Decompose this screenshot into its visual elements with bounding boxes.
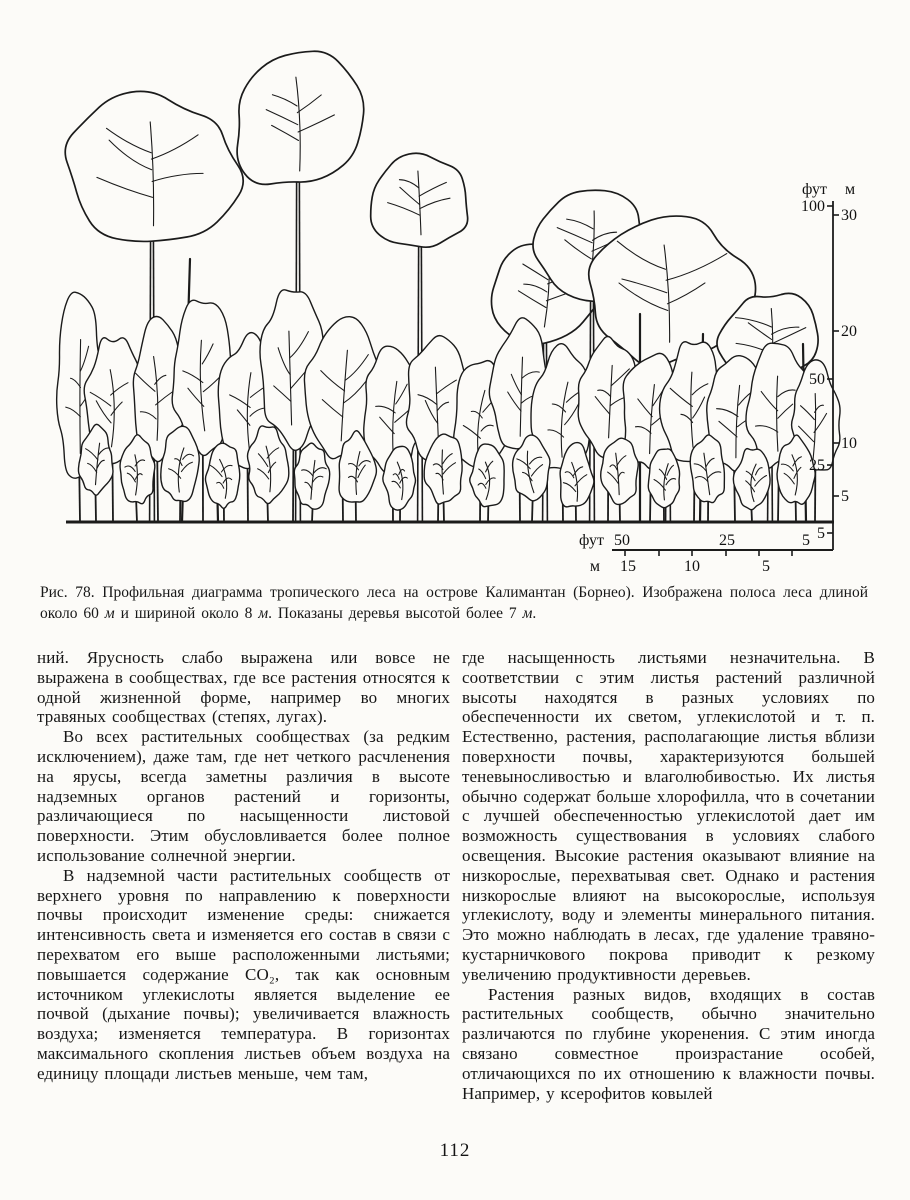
- tree: [205, 443, 239, 522]
- tree: [648, 449, 679, 522]
- caption-text: . Показаны деревья высотой более 7: [268, 605, 523, 622]
- text-column-left: [37, 648, 450, 1084]
- tree: [601, 438, 638, 522]
- caption-text: и шириной около 8: [114, 605, 259, 622]
- axis-tick-feet: 5: [817, 525, 825, 542]
- paragraph: ний. Ярусность слабо выражена или вовсе не выражена в сообществах, где все растения относятся к одной жизненной форме, например во многих травяных сообществах (степях, лугах).: [37, 648, 450, 727]
- axis-tick-meters: 20: [841, 323, 857, 340]
- caption-text: .: [532, 605, 537, 622]
- figure: [0, 4, 910, 582]
- hscale-tick-meters: 15: [620, 558, 636, 575]
- axis-tick-meters: 5: [841, 488, 849, 505]
- caption-text: Рис. 78. Профильная диаграмма тропического леса на острове Калимантан (Борнео). Изображена полоса леса длиной около 60: [40, 584, 868, 622]
- page-number: 112: [439, 1140, 471, 1161]
- axis-tick-feet: 100: [801, 198, 825, 215]
- text-column-right: [462, 648, 875, 1103]
- paragraph: В надземной части растительных сообществ от верхнего уровня по направлению к поверхности почвы происходит изменение среды: снижается интенсивность света и изменяется его состав в связи с перехватом его выше расположенными листьями; повышается содержание CO₂, так как основным источником углекислоты является выделение ее почвой (дыхание почвы); увеличивается влажность воздуха; изменяется температура. В горизонтах максимального скопления листьев объем воздуха на единицу площади листьев меньше, чем там,: [37, 865, 450, 1083]
- hscale-tick-feet: 25: [719, 532, 735, 549]
- hscale-tick-feet: 50: [614, 532, 630, 549]
- unit-italic: м: [258, 605, 269, 622]
- axis-tick-meters: 10: [841, 435, 857, 452]
- hscale-tick-feet: 5: [802, 532, 810, 549]
- axis-tick-feet: 50: [809, 371, 825, 388]
- hscale-unit-feet: фут: [579, 532, 604, 549]
- horizontal-scale: [579, 532, 833, 575]
- axis-unit-meters: м: [845, 181, 856, 198]
- hscale-tick-meters: 10: [684, 558, 700, 575]
- axis-tick-feet: 25: [809, 457, 825, 474]
- hscale-unit-meters: м: [589, 558, 600, 575]
- hscale-tick-meters: 5: [762, 558, 770, 575]
- tree: [161, 426, 199, 522]
- axis-tick-meters: 30: [841, 207, 857, 224]
- paragraph: Во всех растительных сообществах (за редким исключением), даже там, где нет четкого расчленения на ярусы, всегда заметны различия в высоте надземных органов растений и горизонты, различающиеся по насыщенности листовой поверхности. Этим обусловливается более полное использование солнечной энергии.: [37, 727, 450, 865]
- axis-unit-feet: фут: [802, 181, 827, 198]
- figure-caption: [40, 582, 868, 624]
- unit-italic: м: [522, 605, 533, 622]
- tree: [690, 435, 724, 522]
- paragraph: где насыщенность листьями незначительна. В соответствии с этим листья растений различной высоты находятся в разных условиях по обеспеченности их светом, углекислотой и т. п. Естественно, растения, располагающие листья вблизи поверхности почвы, характеризуются большей теневыносливостью и влаголюбивостью. Их листья обычно содержат больше хлорофилла, что в сочетании с лучшей обеспеченностью углекислотой дает им возможность существования в условиях слабого освещения. Высокие растения оказывают влияние на низкорослые, перехватывая свет. Однако и растения низкорослые влияют на высокорослые, используя углекислоту, воду и элементы минерального питания. Это можно наблюдать в лесах, где удаление травяно-кустарничкового покрова приводит к резкому увеличению продуктивности деревьев.: [462, 648, 875, 984]
- forest-profile-diagram-svg: [0, 4, 910, 582]
- unit-italic: м: [104, 605, 115, 622]
- paragraph: Растения разных видов, входящих в состав растительных сообществ, обычно значительно различаются по глубине укоренения. С этим иногда связано совместное произрастание особей, отличающихся по их отношению к влажности почвы. Например, у ксерофитов ковылей: [462, 984, 875, 1103]
